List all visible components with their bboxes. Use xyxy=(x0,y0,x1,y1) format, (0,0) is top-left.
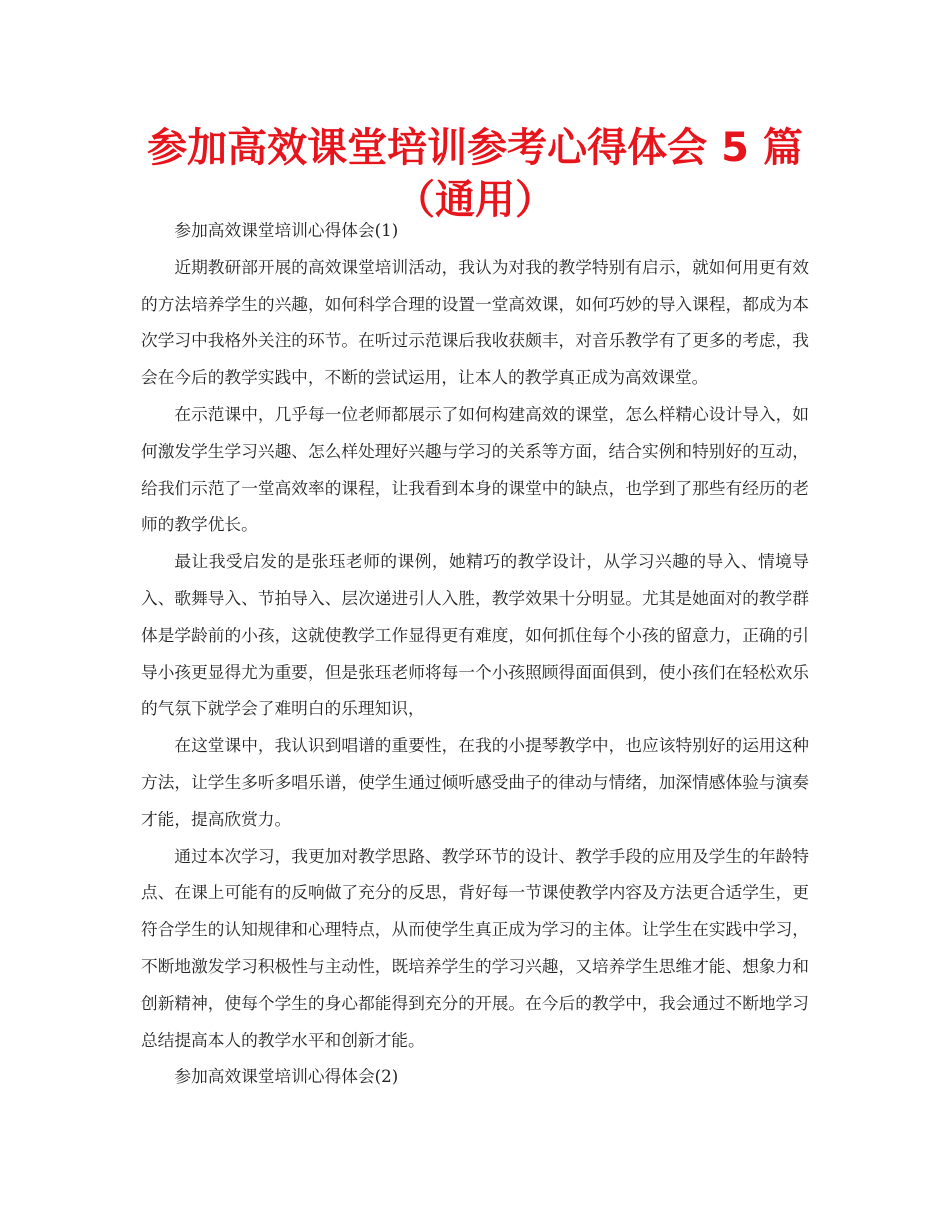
paragraph: 近期教研部开展的高效课堂培训活动，我认为对我的教学特别有启示，就如何用更有效的方法培养学生的兴趣，如何科学合理的设置一堂高效课，如何巧妙的导入课程，都成为本次学习中我格外关注的环节。在听过示范课后我收获颇丰，对音乐教学有了更多的考虑，我会在今后的教学实践中，不断的尝试运用，让本人的教学真正成为高效课堂。 xyxy=(141,256,809,388)
paragraph: 通过本次学习，我更加对教学思路、教学环节的设计、教学手段的应用及学生的年龄特点、在课上可能有的反响做了充分的反思，背好每一节课使教学内容及方法更合适学生，更符合学生的认知规律和心理特点，从而使学生真正成为学习的主体。让学生在实践中学习，不断地激发学习积极性与主动性，既培养学生的学习兴趣，又培养学生思维才能、想象力和创新精神，使每个学生的身心都能得到充分的开展。在今后的教学中，我会通过不断地学习总结提高本人的教学水平和创新才能。 xyxy=(141,845,809,1050)
section-heading-2: 参加高效课堂培训心得体会(2) xyxy=(174,1066,399,1087)
document-body xyxy=(141,212,809,1095)
section-heading-1: 参加高效课堂培训心得体会(1) xyxy=(174,220,399,240)
paragraph: 在这堂课中，我认识到唱谱的重要性，在我的小提琴教学中，也应该特别好的运用这种方法，让学生多听多唱乐谱，使学生通过倾听感受曲子的律动与情绪，加深情感体验与演奏才能，提高欣赏力。 xyxy=(141,735,809,829)
paragraph: 最让我受启发的是张珏老师的课例，她精巧的教学设计，从学习兴趣的导入、情境导入、歌舞导入、节拍导入、层次递进引人入胜，教学效果十分明显。尤其是她面对的教学群体是学龄前的小孩，这就使教学工作显得更有难度，如何抓住每个小孩的留意力，正确的引导小孩更显得尤为重要，但是张珏老师将每一个小孩照顾得面面俱到，使小孩们在轻松欢乐的气氛下就学会了难明白的乐理知识， xyxy=(141,551,809,719)
document-title: 参加高效课堂培训参考心得体会 5 篇 （通用） xyxy=(147,125,803,223)
paragraph: 在示范课中，几乎每一位老师都展示了如何构建高效的课堂，怎么样精心设计导入，如何激发学生学习兴趣、怎么样处理好兴趣与学习的关系等方面，结合实例和特别好的互动，给我们示范了一堂高效率的课程，让我看到本身的课堂中的缺点，也学到了那些有经历的老师的教学优长。 xyxy=(141,403,809,535)
